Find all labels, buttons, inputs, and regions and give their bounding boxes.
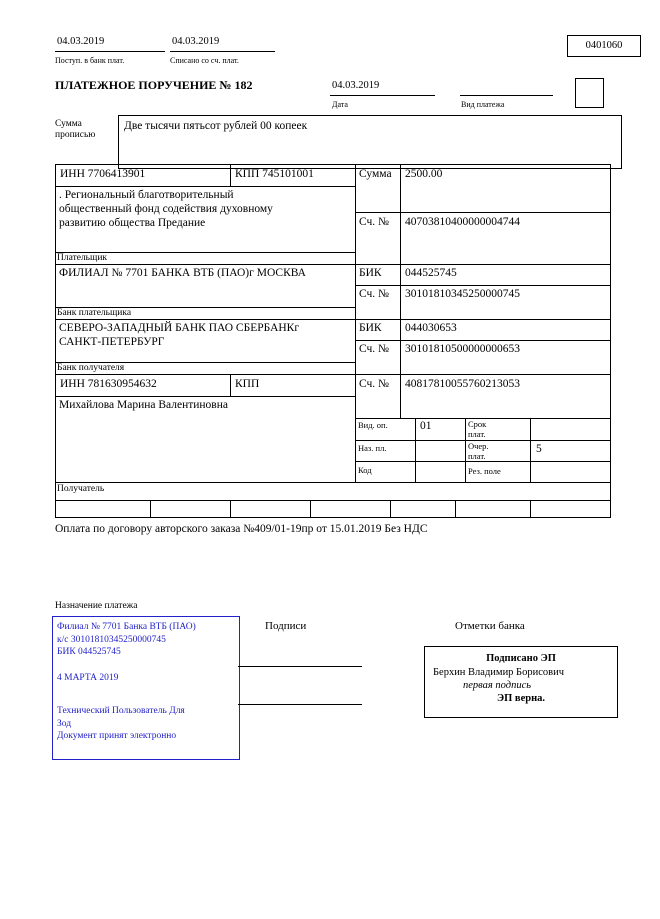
payment-type-label: Вид платежа	[461, 100, 505, 109]
recipient-bank-name-line: САНКТ-ПЕТЕРБУРГ	[59, 336, 165, 348]
date-debited-value: 04.03.2019	[172, 36, 220, 47]
recipient-bank-bik-label: БИК	[359, 322, 382, 334]
bank-marks-heading: Отметки банка	[455, 620, 525, 632]
stamp-line: Технический Пользователь Для	[57, 706, 185, 716]
grid-line	[55, 186, 355, 187]
rez-pole-label: Рез. поле	[468, 466, 501, 476]
recipient-bank-name-line: СЕВЕРО-ЗАПАДНЫЙ БАНК ПАО СБЕРБАНКг	[59, 322, 300, 334]
ep-signer-name: Берхин Владимир Борисович	[433, 667, 564, 678]
grid-line	[55, 500, 610, 501]
recipient-account-label: Сч. №	[359, 378, 390, 390]
document-title: ПЛАТЕЖНОЕ ПОРУЧЕНИЕ № 182	[55, 78, 253, 92]
grid-line	[610, 164, 611, 518]
grid-line	[55, 164, 56, 518]
payer-kpp: КПП 745101001	[235, 168, 314, 180]
recipient-bank-account: 30101810500000000653	[405, 343, 520, 355]
sum-label: Сумма	[359, 168, 392, 180]
payer-inn: ИНН 7706413901	[60, 168, 146, 180]
grid-line	[55, 517, 610, 518]
payer-bank-name: ФИЛИАЛ № 7701 БАНКА ВТБ (ПАО)г МОСКВА	[59, 267, 306, 279]
ep-signed-label: Подписано ЭП	[486, 653, 556, 664]
ocher-plat-value: 5	[536, 443, 542, 455]
grid-line	[55, 374, 610, 375]
grid-line	[310, 500, 311, 517]
grid-line	[55, 396, 355, 397]
amount-words-value: Две тысячи пятьсот рублей 00 копеек	[124, 120, 308, 132]
payer-name-line: общественный фонд содействия духовному	[59, 203, 273, 215]
date-debited-field	[170, 36, 275, 52]
stamp-line: к/с 30101810345250000745	[57, 634, 166, 645]
grid-line	[415, 418, 416, 482]
signatures-heading: Подписи	[265, 620, 307, 632]
recipient-name: Михайлова Марина Валентиновна	[59, 399, 228, 411]
payment-type-field	[460, 80, 553, 96]
grid-line	[455, 500, 456, 517]
payer-name-line: . Региональный благотворительный	[59, 189, 234, 201]
amount-words-label: Сумма прописью	[55, 119, 96, 140]
date-received-label: Поступ. в банк плат.	[55, 56, 125, 65]
stamp-line: Документ принят электронно	[57, 731, 177, 741]
payer-bank-bik-label: БИК	[359, 267, 382, 279]
form-code: 0401060	[585, 40, 623, 51]
payer-bank-section-label: Банк плательщика	[57, 308, 132, 318]
stamp-line: Зод	[57, 718, 72, 729]
stamp-line: Филиал № 7701 Банка ВТБ (ПАО)	[57, 622, 196, 632]
date-debited-label: Списано со сч. плат.	[170, 56, 239, 65]
grid-line	[230, 164, 231, 186]
stamp-line: 4 МАРТА 2019	[57, 672, 119, 683]
grid-line	[355, 340, 610, 341]
doc-date-label: Дата	[332, 100, 348, 109]
bank-stamp-box	[52, 616, 240, 760]
grid-line	[55, 319, 610, 320]
recipient-inn: ИНН 781630954632	[60, 378, 157, 390]
recipient-bank-account-label: Сч. №	[359, 343, 390, 355]
grid-line	[230, 500, 231, 517]
kod-label: Код	[358, 465, 372, 475]
payer-section-label: Плательщик	[57, 253, 108, 263]
payment-type-code-box	[575, 78, 604, 108]
grid-line	[355, 212, 610, 213]
payer-bank-account: 30101810345250000745	[405, 288, 520, 300]
naz-pl-label: Наз. пл.	[358, 443, 387, 453]
grid-line	[355, 461, 610, 462]
grid-line	[355, 164, 356, 482]
signature-line	[238, 666, 362, 667]
grid-line	[55, 482, 610, 483]
grid-line	[230, 374, 231, 396]
grid-line	[55, 164, 610, 165]
date-received-field	[55, 36, 165, 52]
payer-account-label: Сч. №	[359, 216, 390, 228]
doc-date-value: 04.03.2019	[332, 80, 380, 91]
payer-bank-account-label: Сч. №	[359, 288, 390, 300]
vid-op-label: Вид. оп.	[358, 420, 388, 430]
ep-first-signature-label: первая подпись	[463, 680, 532, 691]
payer-bank-bik: 044525745	[405, 267, 457, 279]
recipient-bank-bik: 044030653	[405, 322, 457, 334]
recipient-bank-section-label: Банк получателя	[57, 363, 125, 373]
grid-line	[530, 500, 531, 517]
recipient-kpp-label: КПП	[235, 378, 260, 390]
sum-value: 2500.00	[405, 168, 443, 180]
stamp-line: БИК 044525745	[57, 647, 121, 657]
vid-op-value: 01	[420, 420, 432, 432]
srok-plat-label: Срок плат.	[468, 419, 487, 439]
date-received-value: 04.03.2019	[57, 36, 105, 47]
payer-name-line: развитию общества Предание	[59, 217, 206, 229]
grid-line	[465, 418, 466, 482]
grid-line	[400, 164, 401, 418]
grid-line	[390, 500, 391, 517]
purpose-text: Оплата по договору авторского заказа №409/01-19пр от 15.01.2019 Без НДС	[55, 523, 428, 535]
doc-date-field	[330, 80, 435, 96]
grid-line	[55, 264, 610, 265]
payer-account: 40703810400000004744	[405, 216, 520, 228]
recipient-section-label: Получатель	[57, 484, 105, 494]
form-code-box	[567, 35, 641, 57]
ocher-plat-label: Очер. плат.	[468, 441, 489, 461]
purpose-label: Назначение платежа	[55, 601, 138, 611]
electronic-signature-box	[424, 646, 618, 718]
amount-words-box	[118, 115, 622, 169]
signature-line	[238, 704, 362, 705]
recipient-account: 40817810055760213053	[405, 378, 520, 390]
ep-valid-label: ЭП верна.	[496, 693, 545, 704]
grid-line	[150, 500, 151, 517]
grid-line	[355, 285, 610, 286]
grid-line	[530, 418, 531, 482]
